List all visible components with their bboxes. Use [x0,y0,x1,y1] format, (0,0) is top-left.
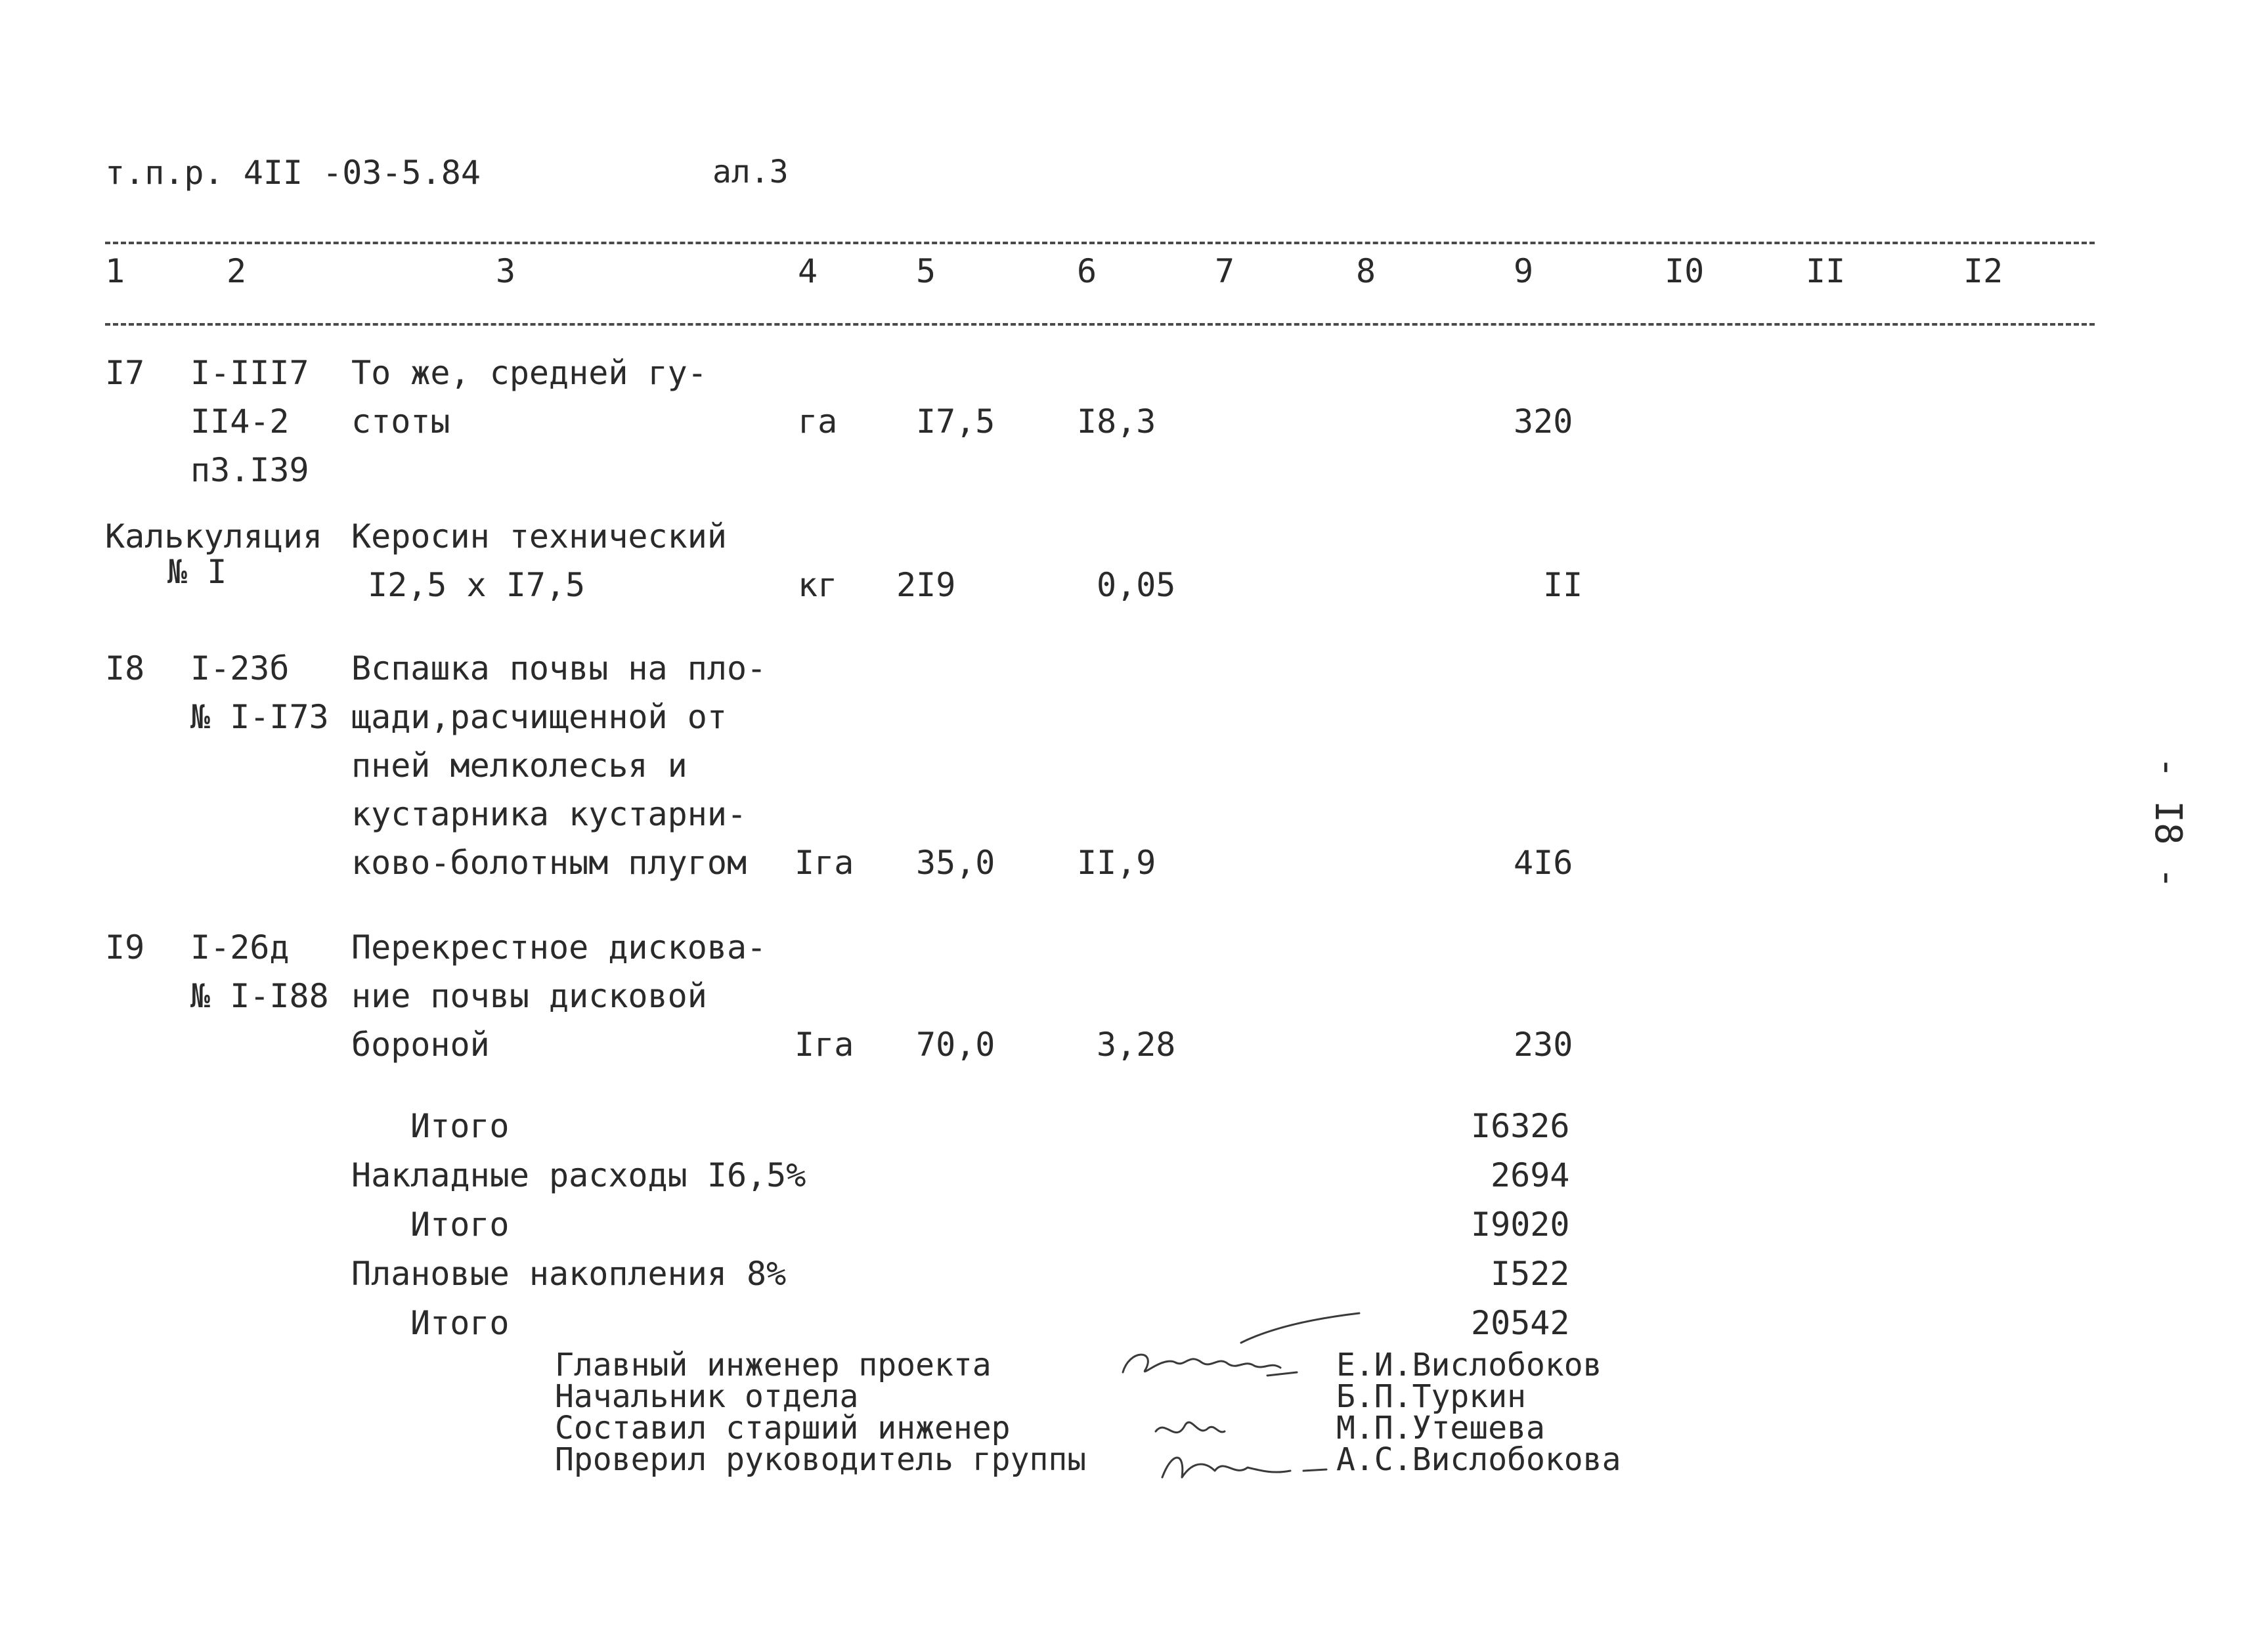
signature-name: А.С.Вислобокова [1336,1441,1621,1478]
page-number: - I8 - [2147,756,2190,890]
overhead-value: 2694 [1491,1156,1570,1194]
row-price: 0,05 [1097,566,1176,604]
signature-name: Е.И.Вислобоков [1336,1347,1602,1383]
column-number: 2 [227,252,247,290]
subtotal-value: I9020 [1471,1206,1570,1244]
column-number: 3 [496,252,516,290]
row-quantity: 2I9 [896,566,956,604]
planned-savings-value: I522 [1491,1255,1570,1293]
row-code: I-23б [190,649,290,687]
row-description: бороной [351,1026,490,1064]
column-number: 9 [1514,252,1534,290]
row-number: I9 [105,928,145,967]
header-bottom-rule [105,323,2095,326]
column-number: II [1806,252,1846,290]
column-number: 5 [916,252,936,290]
handwritten-signature [1110,1310,1372,1389]
row-quantity: 70,0 [916,1026,995,1064]
header-top-rule [105,242,2095,244]
signature-role: Начальник отдела [555,1378,859,1415]
total-value: 20542 [1471,1304,1570,1342]
subtotal-value: I6326 [1471,1107,1570,1145]
subtotal-label: Итого [410,1107,510,1145]
total-label: Итого [410,1304,510,1342]
overhead-label: Накладные расходы I6,5% [351,1156,806,1194]
column-number: 4 [798,252,818,290]
subtotal-label: Итого [410,1206,510,1244]
row-price: I8,3 [1077,402,1156,441]
column-number: 8 [1356,252,1376,290]
row-number: I8 [105,649,145,687]
calculation-number: № I [167,553,227,591]
row-description: Перекрестное дискова- [351,928,767,967]
row-price: II,9 [1077,844,1156,882]
row-description: кустарника кустарни- [351,795,747,833]
row-description: щади,расчищенной от [351,698,727,736]
row-unit: Iга [795,1026,854,1064]
calculation-label: Калькуляция [105,517,323,555]
row-description: пней мелколесья и [351,747,688,785]
row-quantity: I7,5 [916,402,995,441]
column-number: 1 [105,252,125,290]
row-total: II [1543,566,1583,604]
row-unit: га [798,402,838,441]
column-number: I0 [1665,252,1705,290]
row-total: 4I6 [1514,844,1573,882]
row-number: I7 [105,354,145,392]
signature-name: М.П.Утешева [1336,1410,1545,1446]
column-number: 7 [1215,252,1235,290]
signature-role: Составил старший инженер [555,1410,1011,1446]
row-code: п3.I39 [190,451,309,489]
row-price: 3,28 [1097,1026,1176,1064]
document-reference: т.п.р. 4II -03-5.84 [105,154,481,192]
row-description: То же, средней гу- [351,354,707,392]
column-number: I2 [1963,252,2003,290]
row-code: II4-2 [190,402,290,441]
calculation-formula: I2,5 x I7,5 [368,566,586,604]
sheet-reference: ал.3 [712,154,789,190]
row-unit: Iга [795,844,854,882]
row-total: 320 [1514,402,1573,441]
row-description: ково-болотным плугом [351,844,747,882]
row-quantity: 35,0 [916,844,995,882]
handwritten-signature [1149,1405,1359,1497]
row-code: № I-I73 [190,698,329,736]
row-total: 230 [1514,1026,1573,1064]
row-description: Вспашка почвы на пло- [351,649,767,687]
row-description: стоты [351,402,450,441]
signature-role: Главный инженер проекта [555,1347,992,1383]
column-number: 6 [1077,252,1097,290]
signature-name: Б.П.Туркин [1336,1378,1526,1415]
row-unit: кг [798,566,838,604]
row-code: I-26д [190,928,290,967]
signature-role: Проверил руководитель группы [555,1441,1087,1478]
row-code: I-III7 [190,354,309,392]
row-description: ние почвы дисковой [351,977,707,1015]
row-code: № I-I88 [190,977,329,1015]
planned-savings-label: Плановые накопления 8% [351,1255,787,1293]
row-description: Керосин технический [351,517,727,555]
